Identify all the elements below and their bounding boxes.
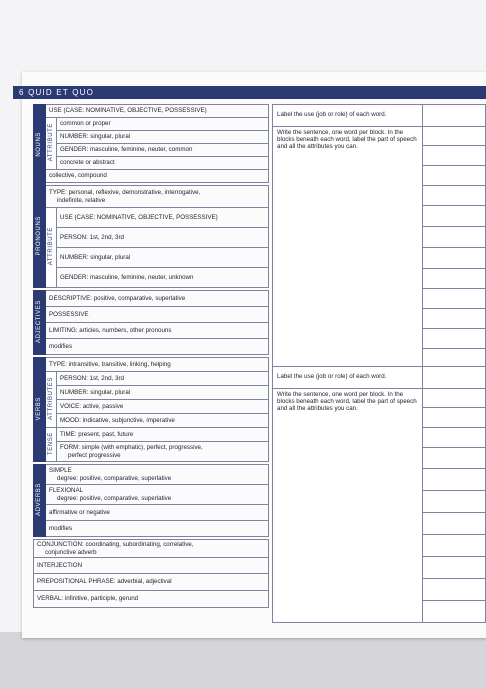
adverbs-band: ADVERBS [34, 465, 46, 537]
verbs-form: FORM: simple (with emphatic), perfect, progressive, perfect progressive [57, 442, 269, 462]
parts-of-speech-table [33, 104, 269, 608]
answer-cell[interactable] [423, 469, 486, 491]
answer-cell[interactable] [423, 289, 486, 309]
pronouns-type: TYPE: personal, reflexive, demonstrative, interrogative, indefinite, relative [46, 186, 269, 208]
pronouns-attribute-label: ATTRIBUTE [46, 208, 57, 288]
verbs-type: TYPE: intransitive, transitive, linking, helping [46, 358, 269, 372]
answer-cell[interactable] [423, 513, 486, 535]
label-use-instruction-top: Label the use (job or role) of each word. [273, 105, 423, 127]
answer-cell[interactable] [423, 309, 486, 329]
label-use-instruction-bottom: Label the use (job or role) of each word. [273, 367, 423, 389]
nouns-concrete: concrete or abstract [57, 157, 269, 170]
answer-cell[interactable] [423, 166, 486, 186]
background-shade [0, 632, 486, 689]
answer-cell[interactable] [423, 428, 486, 448]
write-sentence-instruction-top: Write the sentence, one word per block. In the blocks beneath each word, label the part of speech and all the attributes you can. [273, 127, 423, 369]
answer-cell[interactable] [423, 491, 486, 513]
pronouns-band: PRONOUNS [34, 186, 46, 288]
answer-cell[interactable] [423, 206, 486, 227]
answer-cell[interactable] [423, 601, 486, 623]
nouns-gender: GENDER: masculine, feminine, neuter, common [57, 144, 269, 157]
verbs-person: PERSON: 1st, 2nd, 3rd [57, 372, 269, 386]
exercise-panel-top [272, 104, 486, 369]
answer-cell[interactable] [423, 105, 486, 127]
verbs-voice: VOICE: active, passive [57, 400, 269, 414]
adverbs-modifies: modifies [46, 521, 269, 537]
pronouns-person: PERSON: 1st, 2nd, 3rd [57, 228, 269, 248]
nouns-number: NUMBER: singular, plural [57, 131, 269, 144]
conjunction-row: CONJUNCTION: coordinating, subordinating, correlative, conjunctive adverb [34, 540, 269, 558]
verbs-mood: MOOD: indicative, subjunctive, imperative [57, 414, 269, 428]
answer-cell[interactable] [423, 579, 486, 601]
answer-cell[interactable] [423, 269, 486, 289]
answer-cell[interactable] [423, 227, 486, 248]
prepositional-phrase-row: PREPOSITIONAL PHRASE: adverbial, adjectival [34, 574, 269, 591]
verbs-attributes-label: ATTRIBUTES [46, 372, 57, 428]
nouns-collective: collective, compound [46, 170, 269, 183]
answer-cell[interactable] [423, 448, 486, 469]
adjectives-modifies: modifies [46, 339, 269, 355]
adjectives-descriptive: DESCRIPTIVE: positive, comparative, superlative [46, 291, 269, 307]
exercise-panel-bottom [272, 366, 486, 623]
write-sentence-instruction-bottom: Write the sentence, one word per block. In the blocks beneath each word, label the part of speech and all the attributes you can. [273, 389, 423, 623]
answer-cell[interactable] [423, 389, 486, 408]
adverbs-affirmative: affirmative or negative [46, 505, 269, 521]
answer-cell[interactable] [423, 329, 486, 349]
pronouns-use: USE (CASE: NOMINATIVE, OBJECTIVE, POSSESSIVE) [57, 208, 269, 228]
answer-cell[interactable] [423, 186, 486, 206]
adverbs-flexional: FLEXIONAL degree: positive, comparative, superlative [46, 485, 269, 505]
verbs-tense-label: TENSE [46, 428, 57, 462]
verbs-number: NUMBER: singular, plural [57, 386, 269, 400]
page-title: 6 QUID ET QUO [13, 86, 486, 99]
verbs-time: TIME: present, past, future [57, 428, 269, 442]
verbs-band: VERBS [34, 358, 46, 462]
pronouns-gender: GENDER: masculine, feminine, neuter, unknown [57, 268, 269, 288]
nouns-common: common or proper [57, 118, 269, 131]
nouns-band: NOUNS [34, 105, 46, 186]
answer-cell[interactable] [423, 367, 486, 389]
adjectives-band: ADJECTIVES [34, 291, 46, 355]
adverbs-simple: SIMPLE degree: positive, comparative, superlative [46, 465, 269, 485]
answer-cell[interactable] [423, 408, 486, 428]
answer-cell[interactable] [423, 535, 486, 557]
answer-cell[interactable] [423, 146, 486, 166]
adjectives-possessive: POSSESSIVE [46, 307, 269, 323]
answer-cell[interactable] [423, 248, 486, 269]
verbal-row: VERBAL: infinitive, participle, gerund [34, 591, 269, 608]
answer-cell[interactable] [423, 127, 486, 146]
adjectives-limiting: LIMITING: articles, numbers, other pronouns [46, 323, 269, 339]
pronouns-number: NUMBER: singular, plural [57, 248, 269, 268]
nouns-use: USE (CASE: NOMINATIVE, OBJECTIVE, POSSESSIVE) [46, 105, 269, 118]
interjection-row: INTERJECTION [34, 558, 269, 574]
answer-cell[interactable] [423, 557, 486, 579]
nouns-attribute-label: ATTRIBUTE [46, 118, 57, 170]
